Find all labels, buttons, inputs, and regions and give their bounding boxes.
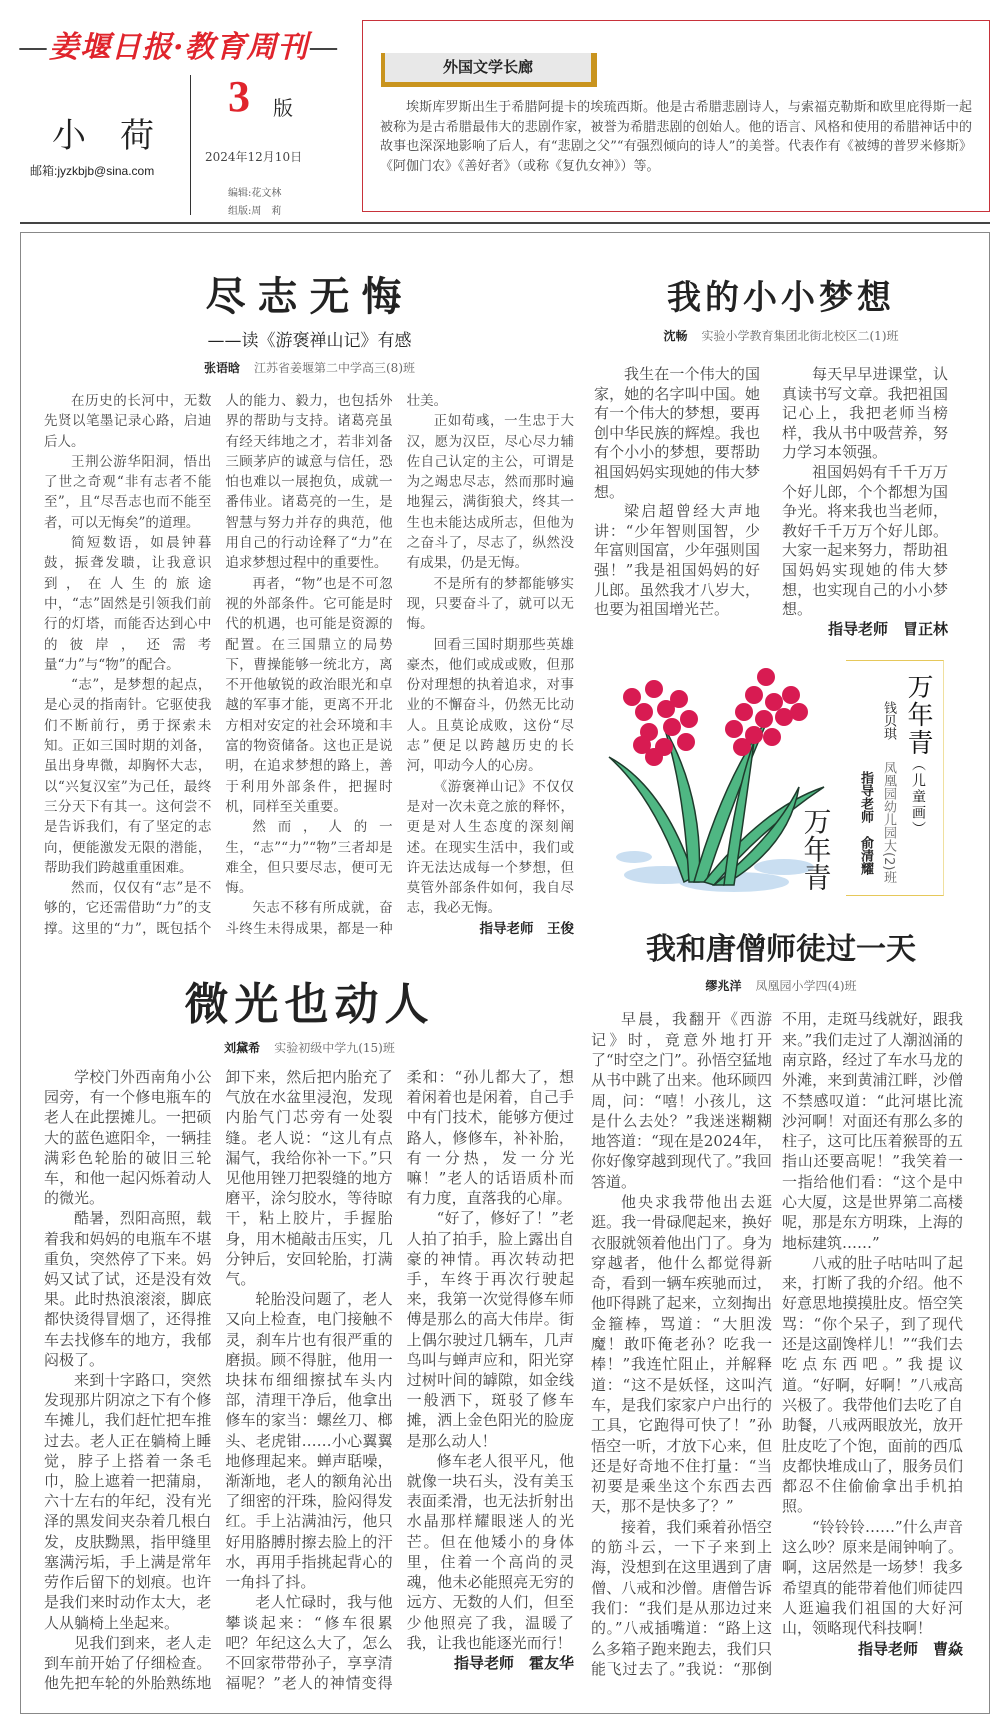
berry xyxy=(623,688,641,706)
paragraph: 祖国妈妈有千千万万个好儿郎，个个都想为国争光。将来我也当老师，教好千千万万个好儿郎。大家一起来努力，帮助祖国妈妈实现她的伟大梦想，也实现自己的小小梦想。 xyxy=(782,462,948,619)
artist-school: 凤凰园幼儿园大(2)班 xyxy=(881,761,896,884)
article-title: 尽志无悔 xyxy=(205,274,414,320)
header-rule xyxy=(20,222,990,224)
author: 沈畅 xyxy=(663,329,688,343)
artwork-title-text: 万年青 xyxy=(903,673,933,758)
paragraph: “好了，修好了！”老人拍了拍手，脸上露出自豪的神情。再次转动把手，车终于再次行驶起来，我第一次觉得修车师傅是那么的高大伟岸。街上偶尔驶过几辆车，几声鸟叫与蝉声应和，阳光穿过树叶间的罅隙，如金线一般洒下，斑驳了修车摊，洒上金色阳光的脸庞是那么动人！ xyxy=(406,1209,574,1450)
paragraph: 回看三国时期那些英雄豪杰，他们或成或败，但那份对理想的执着追求，对事业的不懈奋斗，仍然无比动人。且莫论成败，这份“尽志”便足以跨越历史的长河，叩动今人的心房。 xyxy=(406,636,574,775)
byline xyxy=(44,359,575,377)
berry xyxy=(735,703,753,721)
painted-caption: 万年青 xyxy=(799,807,833,892)
berry xyxy=(733,738,751,756)
berry xyxy=(755,710,773,728)
contact-email: 邮箱:jyzkbjb@sina.com xyxy=(30,164,155,178)
article-my-little-dream xyxy=(591,277,971,639)
artwork-credit-box xyxy=(846,660,944,896)
paragraph: “志”，是梦想的起点，是心灵的指南针。它驱使我们不断前行，勇于探索未知。正如三国时期的刘备，虽出身卑微，却胸怀大志，以“兴复汉室”为己任，最终三分天下有其一。这何尝不是告诉我们，有了坚定的志向，便能激发无限的潜能，帮助我们跨越重重困难。 xyxy=(44,677,212,876)
content-frame xyxy=(20,232,990,1714)
article-title: 我的小小梦想 xyxy=(667,278,895,318)
paragraph: 梁启超曾经大声地讲：“少年智则国智，少年富则国富，少年强则国强！”我是祖国妈妈的好儿郎。虽然我才八岁大，也要为祖国增光芒。 xyxy=(594,502,760,619)
article-tang-monk-day xyxy=(591,931,971,1679)
paragraph: 在历史的长河中，无数先贤以笔墨记录心路，启迪后人。 xyxy=(44,393,212,450)
paragraph: 来到十字路口，突然发现那片阴凉之下有个修车摊儿，我们赶忙把车推过去。老人正在躺椅上睡觉，脖子上搭着一条毛巾，脸上遮着一把蒲扇，六十左右的年纪，没有光泽的黑发间夹杂着几根白发，皮肤黝黑，指甲缝里塞满污垢，手上满是常年劳作后留下的划痕。也许是我们来时动作太大，老人从躺椅上坐起来。 xyxy=(44,1371,212,1632)
article-subtitle: ——读《游褒禅山记》有感 xyxy=(207,331,412,351)
paragraph: 不是所有的梦都能够实现，只要奋斗了，就可以无悔。 xyxy=(406,575,574,633)
left-column xyxy=(21,233,581,1693)
paragraph: 王荆公游华阳洞，悟出了世之奇观“非有志者不能至”，且“尽吾志也而不能至者，可以无悔矣”的道理。 xyxy=(44,453,212,531)
page-name: 小 荷 xyxy=(52,116,154,156)
article-body xyxy=(44,1067,574,1693)
berry xyxy=(680,710,698,728)
paragraph: 我生在一个伟大的国家，她的名字叫中国。她有一个伟大的梦想，要再创中华民族的辉煌。我也有个小小的梦想，要帮助祖国妈妈实现她的伟大梦想。 xyxy=(594,365,760,501)
berry xyxy=(782,686,800,704)
wannianqing-painting xyxy=(594,657,844,897)
paragraph: 见我们到来，老人走到车前开始了仔细检查。他先把车轮的外胎熟练地卸下来，然后把内胎充了气放在水盆里浸泡，发现内胎气门芯旁有一处裂缝。老人说：“这儿有点漏气，我给你补一下。”只见他用锉刀把裂缝的地方磨平，涂匀胶水，等待晾干，粘上胶片，手握胎身，用木槌敲击压实，几分钟后，安回轮胎，打满气。 xyxy=(44,1068,393,1693)
editor-credit: 编辑:花文林 xyxy=(228,188,282,199)
paragraph: 正如荀彧，一生忠于大汉，愿为汉臣，尽心尽力辅佐自己认定的主公，可谓是为之竭忠尽志，然而那时遍地猩云，满街狼犬，终其一生也未能达成所志，但他为之奋斗了，尽志了，纵然没有成果，仍是无悔。 xyxy=(406,413,574,572)
paragraph: 酷暑，烈阳高照，载着我和妈妈的电瓶车不堪重负，突然停了下来。妈妈又试了试，还是没有效果。此时热浪滚滚，脚底都快烫得冒烟了，还得推车去找修车的地方，我郁闷极了。 xyxy=(44,1209,212,1369)
teacher-signature: 指导老师 王俊 xyxy=(479,920,574,937)
article-body xyxy=(44,391,574,939)
byline xyxy=(591,977,971,995)
article-body xyxy=(591,1009,963,1679)
byline xyxy=(44,1039,575,1057)
author: 刘黛希 xyxy=(224,1041,261,1056)
school: 凤凰园小学四(4)班 xyxy=(755,979,857,994)
artwork-type: （儿童画） xyxy=(910,757,926,838)
paragraph: 然而，仅仅有“志”是不够的，它还需借助“力”的支撑。这里的“力”，既包括个人的能力、毅力，也包括外界的帮助与支持。诸葛亮虽有经天纬地之才，若非刘备三顾茅庐的诚意与信任，恐怕也难以一展抱负，成就一番伟业。诸葛亮的一生，是智慧与努力并存的典范，他用自己的行动诠释了“力”在追求梦想过程中的重要性。 xyxy=(44,393,393,937)
school: 江苏省姜堰第二中学高三(8)班 xyxy=(254,361,415,375)
page-number: 3 xyxy=(228,72,250,121)
berry xyxy=(765,693,783,711)
artist-name: 钱贝琪 xyxy=(881,701,896,741)
article-weiguang xyxy=(44,979,575,1693)
header-divider xyxy=(190,75,191,215)
school: 实验小学教育集团北街北校区二(1)班 xyxy=(701,329,899,343)
paragraph: 《游褒禅山记》不仅仅是对一次未竟之旅的释怀，更是对人生态度的深刻阐述。在现实生活中，我们或许无法达成每一个梦想，但莫管外部条件如何，我自尽志，我必无悔。 xyxy=(406,778,574,917)
paragraph: 接着，我们乘着孙悟空的筋斗云，一下子来到上海，没想到在这里遇到了唐僧、八戒和沙僧。唐僧告诉我们：“我们是从那边过来的。”八戒插嘴道：“路上这么多箱子跑来跑去，我们只能飞过去了。”我说：“那倒不用，走斑马线就好，跟我来。”我们走过了人潮汹涌的南京路，经过了车水马龙的外滩，来到黄浦江畔，沙僧不禁感叹道：“此河堪比流沙河啊！对面还有那么多的柱子，这可比压着猴哥的五指山还要高呢！”我笑着一一指给他们看：“这个是中心大厦，这是世界第二高楼呢，那是东方明珠，上海的地标建筑……” xyxy=(591,1010,963,1678)
artwork-row xyxy=(594,657,971,897)
paragraph: 简短数语，如晨钟暮鼓，振聋发聩，让我意识到，在人生的旅途中，“志”固然是引领我们前行的灯塔，而能否达到心中的彼岸，还需考量“力”与“物”的配合。 xyxy=(44,535,212,673)
paragraph: 学校门外西南角小公园旁，有一个修电瓶车的老人在此摆摊儿。一把硕大的蓝色遮阳伞，一辆挂满彩色轮胎的破旧三轮车，和他一起闪烁着动人的微光。 xyxy=(44,1068,212,1208)
author: 缪兆洋 xyxy=(705,979,742,994)
berry xyxy=(725,720,743,738)
section-label xyxy=(381,53,597,87)
issue-date: 2024年12月10日 xyxy=(205,150,303,164)
berry xyxy=(790,703,808,721)
artwork-title xyxy=(900,673,937,837)
article-jinzhi-wuhui xyxy=(44,273,575,939)
paragraph: 再者，“物”也是不可忽视的外部条件。它可能是时代的机遇，也可能是资源的配置。在三国鼎立的局势下，曹操能够一统北方，离不开他敏锐的政治眼光和卓越的军事才能，更离不开北方相对安定的社会环境和丰富的物资储备。这也正是说明，在追求梦想的路上，善于利用外部条件，把握时机，同样至关重要。 xyxy=(225,575,393,815)
berry xyxy=(677,733,695,751)
berry xyxy=(635,703,653,721)
layout-credit: 组版:周 莉 xyxy=(228,206,282,217)
paragraph: 轮胎没问题了，老人又向上检查，电门接触不灵，刹车片也有很严重的磨损。顾不得脏，他用一块抹布细细擦拭车头内部，清理干净后，他拿出修车的家当：螺丝刀、榔头、老虎钳……小心翼翼地修理起来。蝉声聒噪，渐渐地，老人的额角沁出了细密的汗珠，脸闷得发红。手上沾满油污，他只好用胳膊肘擦去脸上的汗水，再用手指挑起背心的一角抖了抖。 xyxy=(225,1290,393,1592)
teacher-signature: 指导老师 冒正林 xyxy=(827,619,948,638)
paragraph: 每天早早进课堂，认真读书写文章。我把祖国记心上，我把老师当榜样，我从书中吸营养，努力学习本领强。 xyxy=(782,365,948,462)
right-column xyxy=(591,233,971,1679)
berry xyxy=(745,686,763,704)
section-label-text: 外国文学长廊 xyxy=(385,53,591,82)
berry xyxy=(645,680,663,698)
newspaper-logo: —姜堰日报·教育周刊— xyxy=(18,30,340,65)
paragraph: 他央求我带他出去逛逛。我一骨碌爬起来，换好衣服就领着他出门了。身为穿越者，他什么都觉得新奇，看到一辆车疾驰而过，他吓得跳了起来，立刻掏出金箍棒，骂道：“大胆泼魔！敢吓俺老孙？吃我一棒！”我连忙阻止，并解释道：“这不是妖怪，这叫汽车，是我们家家户户出行的工具，它跑得可快了！”孙悟空一听，才放下心来，但还是好奇地不住打量：“当初要是乘坐这个东西去西天，那不是快多了？” xyxy=(591,1192,772,1516)
paragraph: 八戒的肚子咕咕叫了起来，打断了我的介绍。他不好意思地摸摸肚皮。悟空笑骂：“你个呆子，到了现代还是这副馋样儿！”“我们去吃点东西吧。”我提议道。“好啊，好啊！”八戒高兴极了。我带他们去吃了自助餐，八戒两眼放光，放开肚皮吃了个饱，面前的西瓜皮都快堆成山了，服务员们都忍不住偷偷拿出手机拍照。 xyxy=(782,1253,963,1516)
berry xyxy=(670,690,688,708)
berry xyxy=(757,668,775,686)
article-body xyxy=(594,365,948,639)
article-title: 微光也动人 xyxy=(184,979,435,1031)
berry xyxy=(763,728,781,746)
teacher-signature: 指导老师 霍友华 xyxy=(453,1653,574,1672)
paragraph: 修车老人很平凡，他就像一块石头，没有美玉表面柔滑，也无法折射出水晶那样耀眼迷人的光芒。但在他矮小的身体里，住着一个高尚的灵魂，他未必能照亮无穷的远方、无数的人们，但至少他照亮了我，温暖了我，让我也能逐光而行！ xyxy=(406,1451,574,1652)
berry xyxy=(633,736,651,754)
paragraph: 早晨，我翻开《西游记》时，竟意外地打开了“时空之门”。孙悟空猛地从书中跳了出来。他环顾四周，问：“嘻！小孩儿，这是什么去处？”我迷迷糊糊地答道：“现在是2024年，你好像穿越到现代了。”我回答道。 xyxy=(591,1010,772,1191)
foreign-literature-text: 埃斯库罗斯出生于希腊阿提卡的埃琉西斯。他是古希腊悲剧诗人，与索福克勒斯和欧里庇得斯一起被称为是古希腊最伟大的悲剧作家，被誉为希腊悲剧的创始人。他的语言、风格和使用的希腊神话中的故事也深深地影响了后人，有“悲剧之父”“有强烈倾向的诗人”的美誉。代表作有《被缚的普罗米修斯》《阿伽门农》《善好者》（或称《复仇女神》）等。 xyxy=(380,100,972,174)
school: 实验初级中学九(15)班 xyxy=(274,1041,395,1056)
page-suffix: 版 xyxy=(273,96,293,120)
teacher-signature: 指导老师 曹焱 xyxy=(857,1639,963,1658)
article-title: 我和唐僧师徒过一天 xyxy=(646,932,916,968)
author: 张语晗 xyxy=(203,361,240,375)
byline xyxy=(591,327,971,345)
artwork-teacher: 指导老师 俞清耀 xyxy=(858,771,873,876)
paragraph: “铃铃铃……”什么声音这么吵？原来是闹钟响了。啊，这居然是一场梦！我多希望真的能带着他们师徒四人逛遍我们祖国的大好河山，领略现代科技啊！ xyxy=(782,1517,963,1638)
red-berries xyxy=(623,668,808,766)
berry xyxy=(663,718,681,736)
paragraph: 然而，人的一生，“志”“力”“物”三者却是难全，但只要尽志，便可无悔。 xyxy=(225,819,393,897)
paragraph: 老人忙碌时，我与他攀谈起来：“修车很累吧？年纪这么大了，怎么不回家带带孙子，享享清福呢？”老人的神情变得柔和：“孙儿都大了，想着闲着也是闲着，自己手中有门技术，能够方便过路人，修修车，补补胎，有一分热，发一分光嘛！”老人的话语质朴而有力度，直落我的心扉。 xyxy=(225,1068,574,1693)
paragraph: 矢志不移有所成就，奋斗终生未得成果，都是一种壮美。 xyxy=(225,393,448,937)
